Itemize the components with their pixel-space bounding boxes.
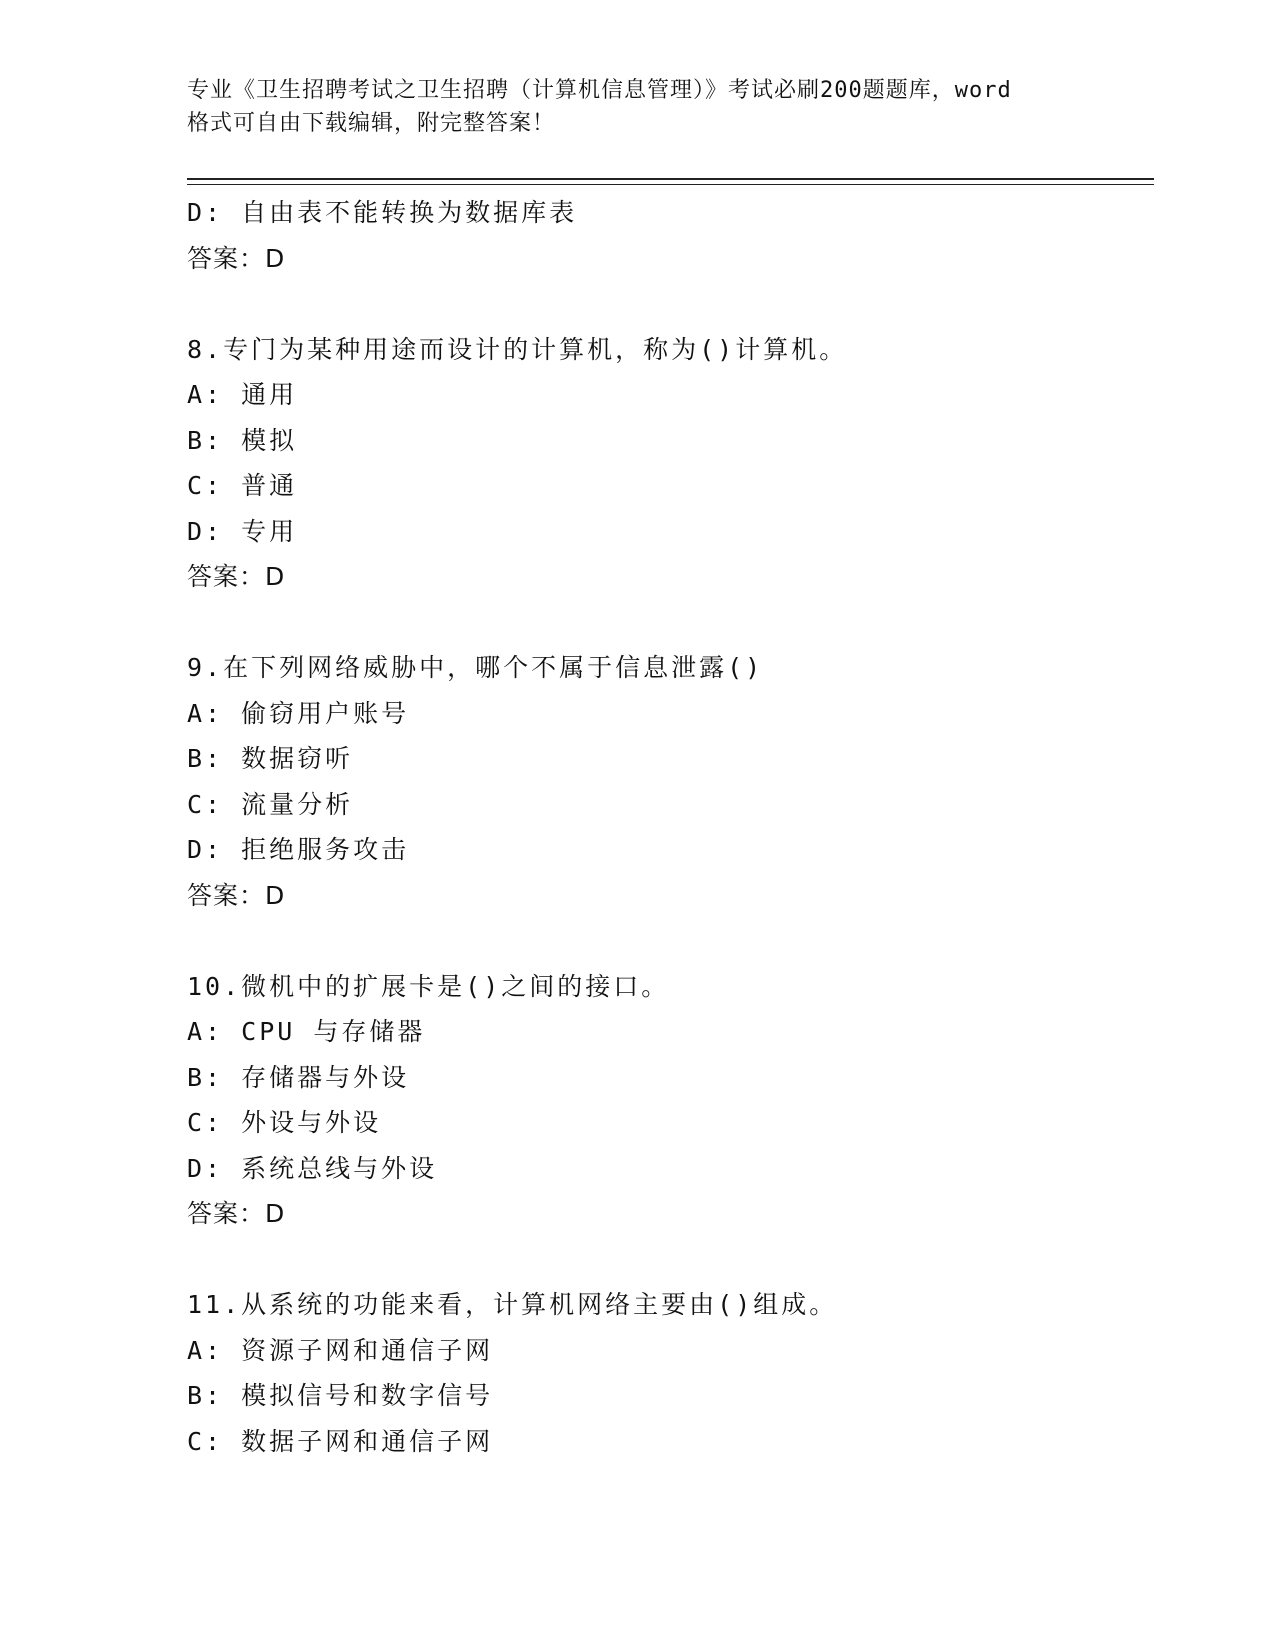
question-stem: 9.在下列网络威胁中，哪个不属于信息泄露() — [187, 653, 764, 682]
question-stem: 10.微机中的扩展卡是()之间的接口。 — [187, 971, 670, 1001]
header-divider-thin — [187, 184, 1154, 185]
spacer — [187, 600, 1154, 646]
option-d: D: 拒绝服务攻击 — [187, 835, 410, 864]
header-title-line-1: 专业《卫生招聘考试之卫生招聘（计算机信息管理）》考试必刷200题题库，word — [187, 78, 1012, 103]
option-c: C: 外设与外设 — [187, 1108, 382, 1137]
spacer — [187, 918, 1154, 964]
answer-line: 答案：D — [187, 1199, 286, 1228]
option-a: A: CPU 与存储器 — [187, 1017, 426, 1046]
option-b: B: 数据窃听 — [187, 744, 354, 773]
question-stem: 11.从系统的功能来看，计算机网络主要由()组成。 — [187, 1290, 838, 1319]
question-block-9 — [187, 645, 1154, 918]
option-a: A: 通用 — [187, 380, 298, 409]
option-a: A: 资源子网和通信子网 — [187, 1335, 494, 1365]
option-b: B: 模拟 — [187, 425, 298, 455]
document-header — [187, 74, 1087, 140]
option-c: C: 流量分析 — [187, 789, 354, 819]
question-list — [187, 190, 1154, 1464]
option-b: B: 模拟信号和数字信号 — [187, 1381, 494, 1410]
prev-question-option-d: D: 自由表不能转换为数据库表 — [187, 198, 578, 227]
option-d: D: 专用 — [187, 516, 298, 546]
header-divider-thick — [187, 178, 1154, 180]
question-block-8 — [187, 327, 1154, 600]
prev-question-answer: 答案：D — [187, 243, 286, 273]
answer-line: 答案：D — [187, 880, 286, 910]
answer-line: 答案：D — [187, 562, 286, 591]
header-title-line-2: 格式可自由下载编辑，附完整答案！ — [187, 111, 556, 136]
spacer — [187, 281, 1154, 327]
option-a: A: 偷窃用户账号 — [187, 698, 410, 728]
spacer — [187, 1237, 1154, 1283]
question-block-10 — [187, 964, 1154, 1237]
question-stem: 8.专门为某种用途而设计的计算机，称为()计算机。 — [187, 334, 848, 364]
option-c: C: 普通 — [187, 471, 298, 500]
question-block-11 — [187, 1282, 1154, 1464]
option-d: D: 系统总线与外设 — [187, 1153, 438, 1183]
option-b: B: 存储器与外设 — [187, 1062, 410, 1092]
option-c: C: 数据子网和通信子网 — [187, 1426, 494, 1456]
